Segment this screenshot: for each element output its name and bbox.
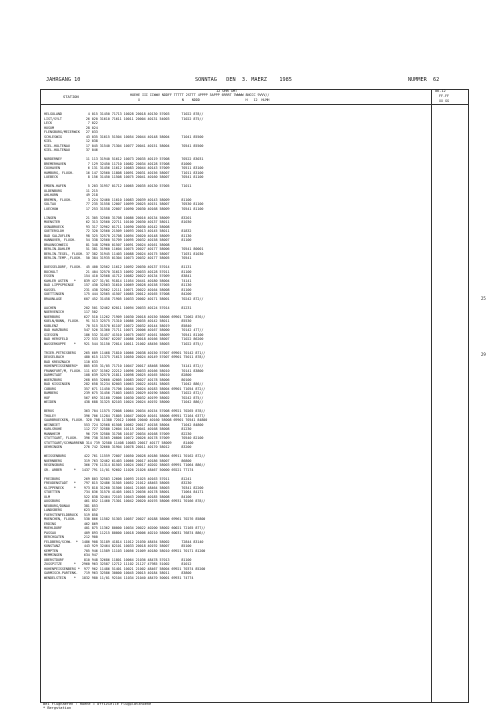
station-row: LIST/SYLT 26 020 31610 71611 10011 20004 40131 54003 71022 875// — [44, 116, 204, 121]
station-row: BAMBERG 239 675 31456 71003 10053 20029 40190 58003 71022 872// — [44, 391, 204, 395]
station-row: AHLHORN 49 218 — [44, 193, 98, 197]
time-label: 12 UHR GMT — [216, 89, 238, 93]
station-row: WEISSENBURG 422 761 11559 72007 10050 20028 40186 58004 69911 70162 872// — [44, 454, 206, 458]
station-row: GUETERSLOH 72 320 32560 21509 10093 20013 40145 58011 81832 — [44, 229, 192, 233]
station-row: LINGEN 21 305 32560 31708 10086 20016 40134 58009 83201 — [44, 215, 192, 220]
station-row: BAD KREUZNACH 110 633 — [44, 359, 98, 364]
volume-label: JAHRGANG 10 — [46, 77, 81, 83]
margin-mark: 25 — [481, 296, 486, 301]
station-row: BREMEN, FLUGH. 3 224 32460 11610 10083 20039 40143 58009 81100 — [44, 197, 192, 202]
station-row: DARMSTADT 108 639 32570 21811 10098 20025 40165 58010 82800 — [44, 373, 192, 377]
station-row: ULM 522 838 32464 72103 10043 20006 40185 58008 84100 — [44, 494, 192, 499]
station-row: FUERSTENFELDBRUCK 519 858 — [44, 512, 98, 517]
station-row: MUEHLDORF 401 875 11362 80000 10034 20022 40200 58002 60021 72165 877// — [44, 526, 206, 530]
station-row: NUERNBERG 319 763 32462 61403 10066 20017 40186 58007 86800 — [44, 458, 192, 463]
station-row: THOLEY 396 706 11284 71805 10047 20020 40161 58006 69951 72164 6377/ — [44, 413, 206, 418]
station-row: KAHLER ASTEN * 839 427 31/01 91814 11054 20441 40180 58004 74141 — [44, 278, 192, 283]
station-row: HAMBURG, FLUGH. 16 147 32560 11808 10091 20031 40156 58007 71011 83100 — [44, 170, 204, 175]
station-row: BAD SALZUFLEN 98 325 32570 21708 10094 20020 40148 58009 81130 — [44, 233, 192, 238]
station-row: BREMERHAVEN 7 129 32450 11710 10082 20034 40128 57008 81000 — [44, 161, 192, 166]
station-row: REGENSBURG 366 776 11314 81503 10024 20017 40202 58003 69991 71064 886// — [44, 463, 206, 467]
station-row: AACHEN 202 501 32462 62011 10094 20033 40124 57014 81231 — [44, 305, 192, 310]
station-row: GOETTINGEN 175 444 32565 41507 10085 20012 40165 57008 84200 — [44, 292, 192, 296]
station-row: MUENSTER 62 313 32560 22711 10100 20030 40137 58011 81030 — [44, 220, 192, 224]
station-row: NORDERNEY 11 113 31940 51612 10073 20035 40119 57008 70522 83031 — [44, 157, 204, 161]
station-row: LANDSBERG 623 857 — [44, 508, 98, 512]
station-row: WEIDEN 438 688 31325 82103 10024 20024 40192 58000 71042 886// — [44, 400, 204, 404]
station-row: NUERBURG 627 510 11262 71909 10030 20018 40150 58006 69901 72062 876// — [44, 314, 206, 319]
right-column-divider — [431, 90, 432, 702]
station-row: HOF 567 692 31160 72006 10030 20032 40199 58002 70242 875// — [44, 395, 204, 400]
station-row: HELGOLAND 4 015 31450 71713 10028 20018 40130 57003 71022 878// — [44, 112, 204, 116]
station-row: WENDELSTEIN * 1832 980 11/01 92104 11034 21040 48470 50001 69931 74774 — [44, 575, 194, 580]
station-row: MUENCHEN, FLUGH. 530 866 11582 51303 10057 20027 40188 58006 69961 70276 85800 — [44, 517, 206, 521]
station-row: FREIBURG 269 803 32583 12606 10093 21025 40163 57011 81241 — [44, 476, 192, 481]
station-row: PASSAU 409 893 11215 80000 10018 20006 40210 58000 60031 76874 886// — [44, 530, 206, 535]
station-row: BAD HARZBURG 547 526 31360 71711 10071 20006 40167 58000 70142 477// — [44, 328, 204, 332]
station-row: STUTTGART, FLUGH. 396 738 31565 20806 10072 20026 40178 57009 70540 82100 — [44, 436, 204, 440]
station-row: ZUGSPITZE * 2960 963 32587 12712 11102 21127 47985 51002 81012 — [44, 562, 192, 566]
station-row: NEUBURG/DONAU 381 853 — [44, 503, 98, 508]
date-label: SONNTAG DEN 3. MAERZ 1985 — [195, 77, 292, 83]
station-row: DUESSELDORF, FLUGH. 45 400 32562 11612 10092 20030 40137 57014 81131 — [44, 265, 192, 269]
station-row: GR. ARBER * 1437 791 11/01 92602 11026 21026 48467 50000 69221 77174 — [44, 467, 194, 472]
station-row: KIEL-HOLTENAU 17 045 31540 71304 10077 20041 40151 58004 70541 85500 — [44, 143, 204, 148]
station-row: BERUS 363 704 11575 72008 10064 20034 40154 57008 69921 70265 878// — [44, 409, 206, 413]
station-row: BAD LIPPSPRINGE 157 430 32563 31610 10069 20028 40158 57005 81130 — [44, 283, 192, 287]
station-row: HANNOVER, FLUGH. 54 338 32560 51709 10095 20032 40158 58007 81100 — [44, 238, 192, 242]
station-row: AUGSBURG 461 852 11460 71301 10042 20020 40193 58006 69931 70166 878// — [44, 499, 206, 503]
station-row: MANNHEIM 96 729 32580 31708 10107 20034 40168 57009 82230 — [44, 431, 192, 436]
station-row: EMDEN-HAFEN 5 203 31957 01712 10065 20035 40130 57005 71011 — [44, 184, 192, 188]
station-row: HOHENPEISSENBERG* 805 635 31/05 71710 10047 20017 48468 58006 74141 872// — [44, 364, 204, 368]
station-row: GARMISCH-PARTENK. 719 963 32586 30000 10045 20015 40184 58011 83800 — [44, 571, 192, 575]
station-row: OSNABRUECK 93 317 32962 01711 10090 20030 40142 58008 — [44, 224, 170, 229]
station-row: OEHRINGEN 276 742 32660 31904 10078 20011 40170 58012 83200 — [44, 445, 192, 449]
station-row: FRANKFURT/M, FLUGH. 111 637 31562 22212 10096 20033 40166 58010 70141 83800 — [44, 368, 204, 373]
station-row: BAD KISSINGEN 282 658 31234 82003 10063 20022 40181 58003 71042 886// — [44, 382, 204, 386]
station-row: TRIER-PETRISBERG 265 609 11468 71810 10066 20038 40150 57007 69901 70142 871// — [44, 350, 206, 355]
station-row: BERLIN-TEMP.,FLUGH. 50 384 31935 01304 10073 20032 40177 58005 70541 — [44, 256, 192, 260]
station-row: SOLTAU 77 235 31558 12007 10099 20025 40151 58007 70530 81100 — [44, 202, 204, 206]
station-row: BAD HERSFELD 272 533 32567 62207 10086 20018 40166 58007 71022 86200 — [44, 337, 204, 341]
station-row: ESSEN 154 410 32568 41712 10082 20022 40134 57009 83841 — [44, 274, 192, 278]
footnote: Bei Flughaefen : Hoehe = offizielle Flugplatzhoehe * Bergstation — [43, 702, 152, 711]
station-row: LECK 7 022 — [44, 121, 98, 125]
code-column-header: HOEHE III IIWWV NDDFF TTTTT 2STTT 4PPPP 5APPP 6RRRT 7WWWW 8NCCC 9VVV// — [130, 93, 270, 97]
station-row: KARLSRUHE 112 727 32580 12604 10115 20041 40168 58008 81230 — [44, 427, 192, 431]
gust-column-header: FF-FF XX GG — [439, 94, 449, 103]
station-row: KLIPPENECK * 973 818 31260 31506 10041 21005 48464 58003 70341 82200 — [44, 485, 204, 490]
station-row: BERCHGATEN 212 900 — [44, 535, 98, 539]
station-row: MEMMINGEN 634 947 — [44, 553, 98, 557]
station-row: KIEL-HOLTENAU 37 046 — [44, 148, 98, 152]
station-row: KASSEL 231 438 32562 12111 10071 20022 40164 58008 81100 — [44, 287, 192, 292]
station-row: BOCHOLT 21 404 32570 31613 10092 20033 40128 57011 81100 — [44, 269, 192, 274]
station-row: SAARBRUECKEN, FLUGH. 320 708 11380 72012 10066 20040 40160 58008 69901 70541 84800 — [44, 418, 208, 422]
station-row: STOETTEN 734 836 31570 41405 10013 20036 40178 58001 71064 84171 — [44, 490, 204, 494]
station-row: BRAUNLAGE 607 452 31458 71905 10033 20002 40171 58001 70242 872// — [44, 296, 204, 301]
station-row: KOBLENZ 70 515 31570 61107 10072 20032 40144 58019 85840 — [44, 323, 192, 328]
station-row: HOHENPEISSENBERG * 977 962 11486 51401 10021 21002 48467 58004 69921 70374 85200 — [44, 566, 206, 571]
station-row: NOERVENICH 117 502 — [44, 310, 98, 314]
station-row: COBURG 357 671 11450 71706 10044 20024 40183 58004 69901 71054 872// — [44, 386, 206, 391]
station-row: OBERSTDORF 810 948 32686 11801 10064 21036 48478 57013 81100 — [44, 557, 192, 562]
station-row: FLENSBURG/MEIERWIK 27 033 — [44, 130, 98, 134]
station-row: CUXHAVEN 6 131 31456 11612 10083 20044 40143 57009 70511 83100 — [44, 166, 204, 170]
station-row: DEUSELBACH 480 615 11375 71613 10050 20024 40149 57007 69901 75011 878// — [44, 355, 206, 359]
header-divider — [41, 104, 468, 105]
issue-number: NUMMER 62 — [408, 77, 440, 83]
station-row: BERLIN-TEGEL, FLUGH. 37 382 31945 11403 10088 20024 40175 58007 71031 81030 — [44, 251, 204, 256]
station-row: BERLIN-DAHLEM 51 381 31960 11604 10075 20027 40177 58006 70541 80001 — [44, 247, 204, 251]
station-row: LUECHOW 17 253 31558 22007 10090 20030 40168 58009 70541 81100 — [44, 206, 204, 211]
station-row: WASSERKUPPE * 921 544 31150 72014 10011 21002 48456 58003 71022 875// — [44, 341, 204, 346]
station-row: FREUDENSTADT * 797 815 32486 31505 10052 21012 48463 58005 83230 — [44, 481, 192, 485]
report-header — [0, 77, 504, 89]
station-row: WUERZBURG 268 655 32660 42005 10083 20027 40178 58006 80100 — [44, 377, 192, 382]
station-rows — [44, 112, 207, 580]
station-column-header: STATION — [63, 94, 79, 99]
station-row: FELDBERG/SCHW. * 1486 908 31189 41814 11012 21030 48454 58002 72844 83140 — [44, 539, 204, 544]
station-row: LUEBECK 8 156 31450 11508 10075 20041 40160 58007 70541 81100 — [44, 175, 204, 179]
station-row: ERDING 462 869 — [44, 521, 98, 526]
station-row: KONSTANZ 443 929 32464 82101 10033 20018 40192 58007 85100 — [44, 544, 192, 548]
code-column-subheader: X N NDDD H 12 HLMH — [130, 97, 270, 102]
station-row: GIESSEN 186 532 31457 41510 10075 20037 40161 58009 70541 81100 — [44, 332, 204, 337]
period-label: 06-12 — [435, 89, 446, 93]
station-row: WEINBIET 553 724 32568 61508 10062 20017 40158 58004 71042 84800 — [44, 422, 204, 427]
station-row: OLDENBURG 11 215 — [44, 188, 98, 193]
station-row: HUSUM 28 024 — [44, 125, 98, 130]
station-row: STUTTGART/SCHNARRENB 314 739 32580 11408 10083 20017 40177 58009 81400 — [44, 440, 194, 445]
station-row: BRAUNSCHWEIG 81 348 32960 01507 10091 20024 40161 58008 — [44, 242, 170, 247]
station-row: KOELN/BONN, FLUGH. 91 513 32575 71310 10086 20035 40142 58011 85530 — [44, 319, 192, 323]
station-row: KIEL 12 038 — [44, 139, 98, 143]
margin-mark: 29 — [481, 352, 486, 357]
station-row: KEMPTEN 705 946 11589 11103 10056 21009 40180 58010 69921 70171 81200 — [44, 548, 206, 553]
station-row: SCHLESWIG 43 035 31615 51504 10054 20044 40148 58004 71041 85500 — [44, 134, 204, 139]
observation-table — [40, 89, 486, 703]
